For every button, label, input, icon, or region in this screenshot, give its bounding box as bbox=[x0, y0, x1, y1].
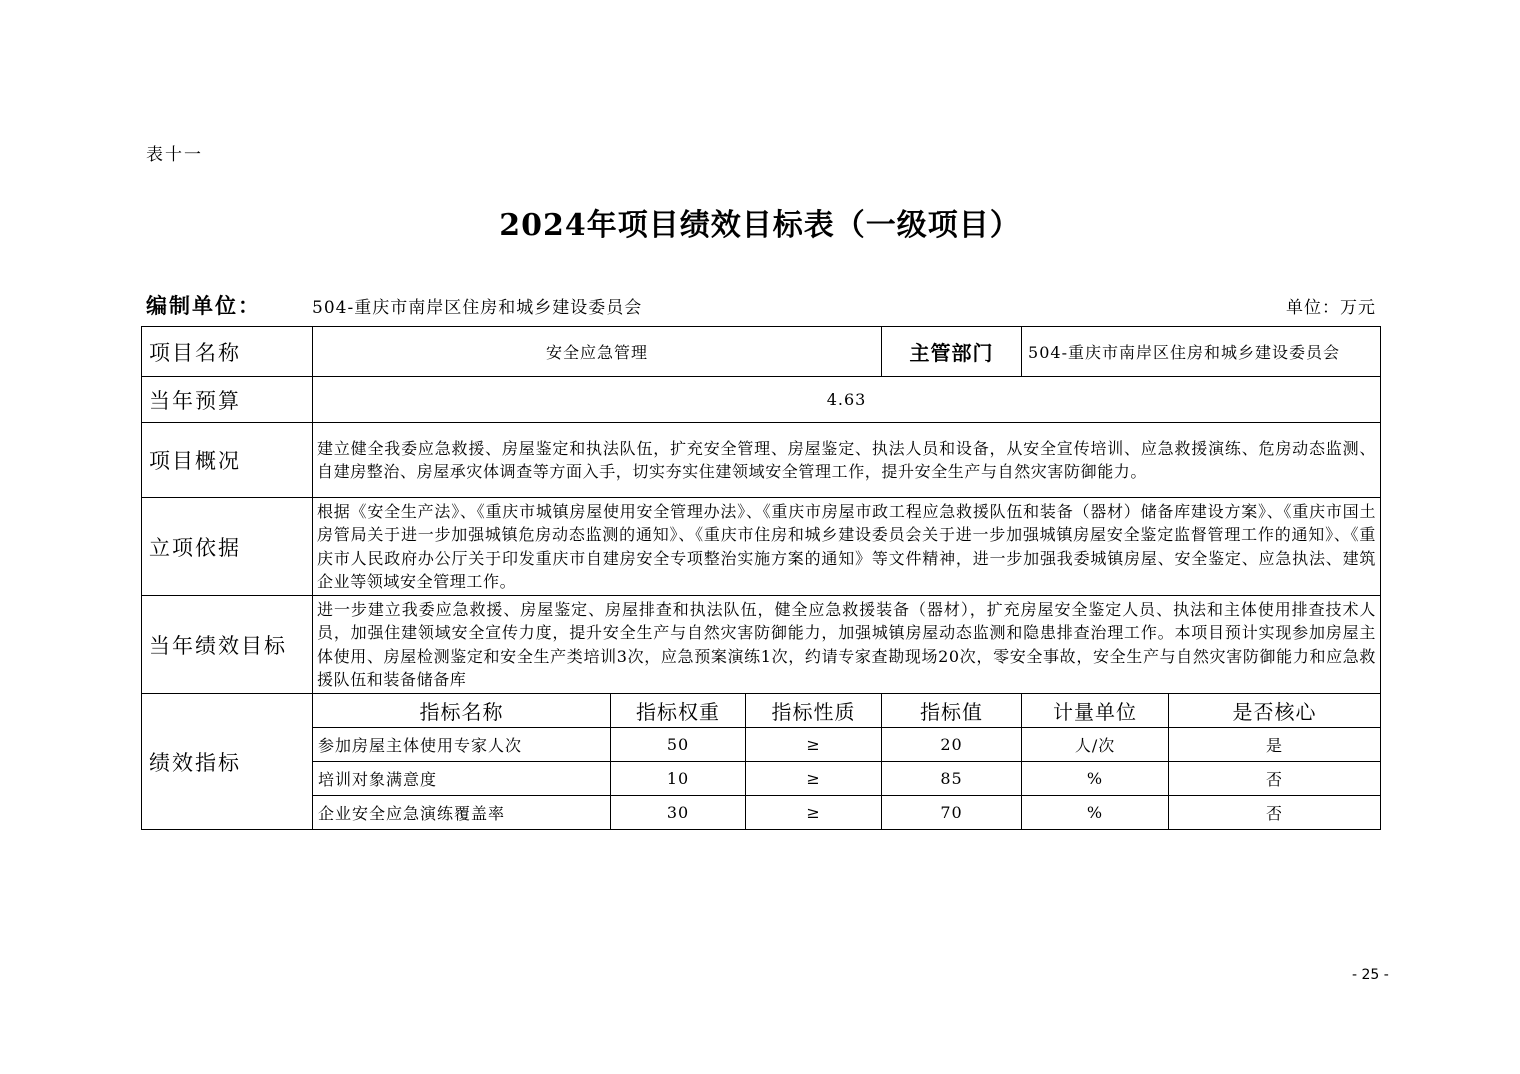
table-row bbox=[142, 762, 1381, 796]
project-name-label: 项目名称 bbox=[142, 327, 313, 377]
goal-row bbox=[142, 596, 1381, 694]
indicators-label: 绩效指标 bbox=[142, 694, 313, 830]
overview-label: 项目概况 bbox=[142, 423, 313, 498]
indicator-name: 企业安全应急演练覆盖率 bbox=[313, 796, 611, 830]
indicator-unit: % bbox=[1022, 762, 1169, 796]
indicator-value: 20 bbox=[882, 728, 1022, 762]
currency-unit: 单位：万元 bbox=[1286, 298, 1376, 318]
performance-target-table bbox=[141, 326, 1381, 830]
indicator-header-value: 指标值 bbox=[882, 694, 1022, 728]
indicator-core: 是 bbox=[1169, 728, 1381, 762]
indicator-header-core: 是否核心 bbox=[1169, 694, 1381, 728]
indicator-unit: % bbox=[1022, 796, 1169, 830]
page-title: 2024年项目绩效目标表（一级项目） bbox=[499, 208, 1021, 243]
budget-row bbox=[142, 377, 1381, 423]
indicator-header-row bbox=[142, 694, 1381, 728]
indicator-value: 85 bbox=[882, 762, 1022, 796]
indicator-header-name: 指标名称 bbox=[313, 694, 611, 728]
indicator-core: 否 bbox=[1169, 796, 1381, 830]
indicator-name: 参加房屋主体使用专家人次 bbox=[313, 728, 611, 762]
indicator-weight: 10 bbox=[611, 762, 746, 796]
indicator-nature: ≥ bbox=[746, 728, 882, 762]
indicator-weight: 30 bbox=[611, 796, 746, 830]
goal-text: 进一步建立我委应急救援、房屋鉴定、房屋排查和执法队伍，健全应急救援装备（器材），扩充房屋安全鉴定人员、执法和主体使用排查技术人员，加强住建领域安全宣传力度，提升安全生产与自然灾害防御能力，加强城镇房屋动态监测和隐患排查治理工作。本项目预计实现参加房屋主体使用、房屋检测鉴定和安全生产类培训3次，应急预案演练1次，约请专家查勘现场20次，零安全事故，安全生产与自然灾害防御能力和应急救援队伍和装备储备库 bbox=[313, 596, 1381, 694]
indicator-header-nature: 指标性质 bbox=[746, 694, 882, 728]
overview-text: 建立健全我委应急救援、房屋鉴定和执法队伍，扩充安全管理、房屋鉴定、执法人员和设备，从安全宣传培训、应急救援演练、危房动态监测、自建房整治、房屋承灾体调查等方面入手，切实夯实住建领域安全管理工作，提升安全生产与自然灾害防御能力。 bbox=[313, 423, 1381, 498]
page-number: - 25 - bbox=[1352, 967, 1389, 983]
project-name-value: 安全应急管理 bbox=[313, 327, 882, 377]
basis-row bbox=[142, 498, 1381, 596]
indicator-unit: 人/次 bbox=[1022, 728, 1169, 762]
budget-value: 4.63 bbox=[313, 377, 1381, 423]
basis-text: 根据《安全生产法》、《重庆市城镇房屋使用安全管理办法》、《重庆市房屋市政工程应急救援队伍和装备（器材）储备库建设方案》、《重庆市国土房管局关于进一步加强城镇危房动态监测的通知》、《重庆市住房和城乡建设委员会关于进一步加强城镇房屋安全鉴定监督管理工作的通知》、《重庆市人民政府办公厅关于印发重庆市自建房安全专项整治实施方案的通知》等文件精神，进一步加强我委城镇房屋、安全鉴定、应急执法、建筑企业等领域安全管理工作。 bbox=[313, 498, 1381, 596]
indicator-name: 培训对象满意度 bbox=[313, 762, 611, 796]
department-value: 504-重庆市南岸区住房和城乡建设委员会 bbox=[1022, 327, 1381, 377]
table-row bbox=[142, 728, 1381, 762]
indicator-core: 否 bbox=[1169, 762, 1381, 796]
meta-row bbox=[146, 290, 1378, 320]
compiling-unit-value: 504-重庆市南岸区住房和城乡建设委员会 bbox=[312, 298, 643, 318]
indicator-nature: ≥ bbox=[746, 762, 882, 796]
project-name-row bbox=[142, 327, 1381, 377]
table-row bbox=[142, 796, 1381, 830]
department-label: 主管部门 bbox=[882, 327, 1022, 377]
indicator-header-weight: 指标权重 bbox=[611, 694, 746, 728]
basis-label: 立项依据 bbox=[142, 498, 313, 596]
indicator-header-unit: 计量单位 bbox=[1022, 694, 1169, 728]
compiling-unit-label: 编制单位： bbox=[146, 293, 261, 318]
table-label: 表十一 bbox=[146, 145, 203, 165]
indicator-nature: ≥ bbox=[746, 796, 882, 830]
indicator-weight: 50 bbox=[611, 728, 746, 762]
overview-row bbox=[142, 423, 1381, 498]
goal-label: 当年绩效目标 bbox=[142, 596, 313, 694]
budget-label: 当年预算 bbox=[142, 377, 313, 423]
indicator-value: 70 bbox=[882, 796, 1022, 830]
